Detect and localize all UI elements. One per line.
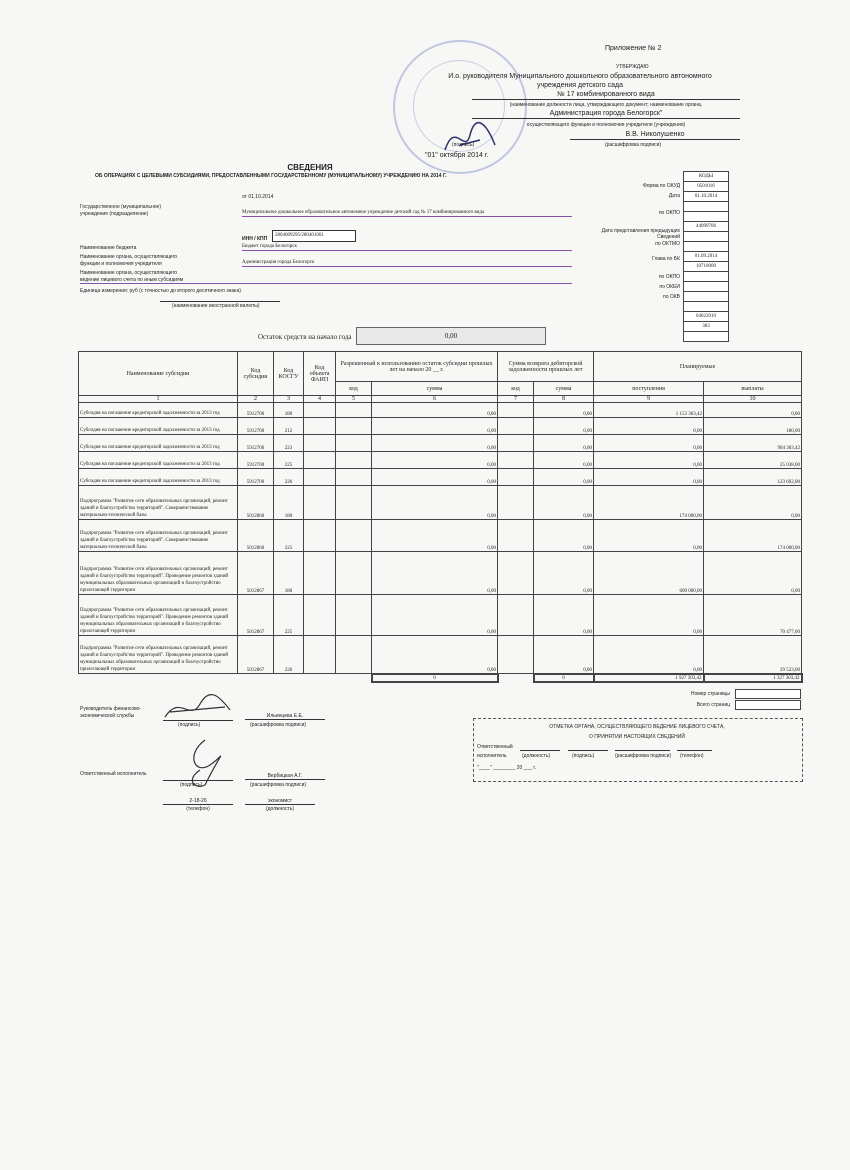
account-label-2: ведение лицевого счета по иным субсидиям bbox=[80, 277, 572, 284]
label-okei: по ОКЕИ bbox=[659, 284, 680, 290]
founder-label-2: функции и полномочия учредителя bbox=[80, 261, 162, 267]
col-number: 4 bbox=[304, 396, 336, 403]
institution-label-2: учреждение (подразделение) bbox=[80, 211, 149, 217]
col-number: 3 bbox=[274, 396, 304, 403]
row-sum2: 0,00 bbox=[534, 552, 594, 595]
row-kosgu: 225 bbox=[274, 452, 304, 469]
balance-value: 0,00 bbox=[356, 327, 546, 345]
row-income: 174 000,00 bbox=[594, 486, 704, 520]
code-blank bbox=[684, 292, 729, 302]
th-code: код bbox=[336, 382, 372, 396]
col-number: 8 bbox=[534, 396, 594, 403]
row-sum2: 0,00 bbox=[534, 595, 594, 636]
exec-sign-line bbox=[163, 780, 233, 781]
head-decode: (расшифровка подписи) bbox=[250, 722, 307, 728]
unit-label: Единица измерения: руб (с точностью до второго десятичного знака) bbox=[80, 288, 241, 294]
table-row bbox=[79, 469, 802, 486]
row-code: 5012867 bbox=[238, 595, 274, 636]
label-okv: по ОКВ bbox=[662, 294, 680, 300]
row-income: 0,00 bbox=[594, 595, 704, 636]
approve-label: УТВЕРЖДАЮ bbox=[616, 64, 649, 70]
row-sum: 0,00 bbox=[372, 403, 498, 418]
label-okpo: по ОКПО bbox=[658, 210, 680, 216]
row-income: 600 000,00 bbox=[594, 552, 704, 595]
head-sign-line bbox=[163, 720, 233, 721]
row-sum2: 0,00 bbox=[534, 469, 594, 486]
col-number: 1 bbox=[79, 396, 238, 403]
th-kosgu: Код КОСГУ bbox=[274, 352, 304, 396]
codes-table bbox=[683, 171, 729, 342]
row-code: 5912700 bbox=[238, 435, 274, 452]
row-object bbox=[304, 452, 336, 469]
row-income: 0,00 bbox=[594, 469, 704, 486]
page-number-label: Номер страницы bbox=[690, 691, 730, 697]
row-code7 bbox=[498, 403, 534, 418]
sign-caption: (подпись) bbox=[452, 142, 475, 148]
row-sum2: 0,00 bbox=[534, 403, 594, 418]
row-kosgu: 226 bbox=[274, 636, 304, 674]
row-payments: 180,00 bbox=[704, 418, 802, 435]
row-code: 5012860 bbox=[238, 486, 274, 520]
total-income: 1 927 303,42 bbox=[594, 674, 704, 682]
row-code: 5912700 bbox=[238, 403, 274, 418]
col-number: 6 bbox=[372, 396, 498, 403]
total-sum: 0 bbox=[372, 674, 498, 682]
exec-sign-caption: (подпись) bbox=[180, 782, 203, 788]
table-row bbox=[79, 552, 802, 595]
th-code2: код bbox=[498, 382, 534, 396]
code-okud: 0501016 bbox=[684, 182, 729, 192]
row-object bbox=[304, 520, 336, 552]
executor-name: Вербицкая А.Г. bbox=[245, 773, 325, 780]
col-number: 2 bbox=[238, 396, 274, 403]
row-kosgu: 225 bbox=[274, 520, 304, 552]
approver-position-1: И.о. руководителя Муниципального дошкольного образовательного автономного bbox=[448, 73, 712, 80]
row-object bbox=[304, 403, 336, 418]
row-kosgu: 226 bbox=[274, 469, 304, 486]
authority-phone: (телефон) bbox=[680, 753, 704, 759]
table-row bbox=[79, 520, 802, 552]
row-sum: 0,00 bbox=[372, 435, 498, 452]
row-code5 bbox=[336, 486, 372, 520]
row-object bbox=[304, 552, 336, 595]
row-name: Подпрограмма "Развитие сети образовательных организаций, ремонт зданий и благоустройство территорий". Проведение ремонтов зданий муниципальных образовательных организаций и благоустройство прилегающей территории bbox=[79, 636, 238, 674]
row-payments: 70 477,00 bbox=[704, 595, 802, 636]
doc-title: СВЕДЕНИЯ bbox=[287, 163, 333, 172]
totals-row bbox=[79, 674, 802, 682]
org-caption: осуществляющего функции и полномочия учредителя (учреждения) bbox=[526, 122, 686, 128]
row-code: 5012867 bbox=[238, 636, 274, 674]
row-kosgu: 180 bbox=[274, 403, 304, 418]
head-label-2: экономической службы bbox=[80, 713, 135, 719]
row-sum: 0,00 bbox=[372, 552, 498, 595]
row-code7 bbox=[498, 595, 534, 636]
row-sum2: 0,00 bbox=[534, 636, 594, 674]
authority-title: ОТМЕТКА ОРГАНА, ОСУЩЕСТВЛЯЮЩЕГО ВЕДЕНИЕ ЛИЦЕВОГО СЧЕТА, bbox=[549, 724, 725, 730]
code-oktmo: 10710000 bbox=[684, 262, 729, 272]
exec-decode: (расшифровка подписи) bbox=[250, 782, 307, 788]
label-prev-date-2: Сведений bbox=[657, 234, 680, 240]
label-bk: Глава по БК bbox=[652, 256, 680, 262]
code-blank bbox=[684, 272, 729, 282]
th-sum2: сумма bbox=[534, 382, 594, 396]
row-sum2: 0,00 bbox=[534, 418, 594, 435]
code-okv bbox=[684, 332, 729, 342]
label-oktmo: по ОКТМО bbox=[655, 241, 680, 247]
row-sum: 0,00 bbox=[372, 452, 498, 469]
row-kosgu: 180 bbox=[274, 486, 304, 520]
code-blank bbox=[684, 242, 729, 252]
budget-value: Бюджет города Белогорск bbox=[242, 244, 572, 251]
label-okpo2: по ОКПО bbox=[658, 274, 680, 280]
code-okei: 383 bbox=[684, 322, 729, 332]
row-sum: 0,00 bbox=[372, 595, 498, 636]
authority-exec: исполнитель bbox=[477, 753, 507, 759]
row-sum: 0,00 bbox=[372, 520, 498, 552]
th-payments: выплаты bbox=[704, 382, 802, 396]
row-sum: 0,00 bbox=[372, 486, 498, 520]
row-code5 bbox=[336, 435, 372, 452]
code-prev-date: 01.09.2014 bbox=[684, 252, 729, 262]
authority-sign-line bbox=[568, 750, 608, 751]
row-code: 5012867 bbox=[238, 552, 274, 595]
budget-label: Наименование бюджета bbox=[80, 245, 137, 251]
codes-header: КОДЫ bbox=[684, 172, 729, 182]
row-income: 0,00 bbox=[594, 435, 704, 452]
table-row bbox=[79, 636, 802, 674]
row-code5 bbox=[336, 636, 372, 674]
row-object bbox=[304, 595, 336, 636]
row-code7 bbox=[498, 486, 534, 520]
label-date: Дата bbox=[668, 193, 680, 199]
row-name: Подпрограмма "Развитие сети образовательных организаций, ремонт зданий и благоустройство территорий". Проведение ремонтов зданий муниципальных образовательных организаций и благоустройство прилегающей территории bbox=[79, 595, 238, 636]
th-debt: Сумма возврата дебиторской задолженности прошлых лет bbox=[498, 352, 594, 382]
decode-caption: (расшифровка подписи) bbox=[605, 142, 662, 148]
row-kosgu: 225 bbox=[274, 595, 304, 636]
th-name: Наименование субсидии bbox=[79, 352, 238, 396]
row-code7 bbox=[498, 469, 534, 486]
row-income: 0,00 bbox=[594, 418, 704, 435]
position-caption: (наименование должности лица, утверждающего документ; наименование органа, bbox=[509, 102, 703, 108]
label-prev-date-1: Дата представления предыдущих bbox=[601, 228, 680, 234]
row-code5 bbox=[336, 403, 372, 418]
row-sum2: 0,00 bbox=[534, 452, 594, 469]
total-pages-box bbox=[735, 700, 801, 710]
row-code: 5012860 bbox=[238, 520, 274, 552]
row-payments: 25 038,00 bbox=[704, 452, 802, 469]
row-code5 bbox=[336, 469, 372, 486]
head-label-1: Руководитель финансово- bbox=[80, 706, 142, 712]
row-sum: 0,00 bbox=[372, 418, 498, 435]
row-sum: 0,00 bbox=[372, 636, 498, 674]
phone-caption: (телефон) bbox=[186, 806, 210, 812]
executor-label: Ответственный исполнитель bbox=[80, 771, 147, 777]
balance-label: Остаток средств на начало года bbox=[258, 333, 352, 341]
report-date: от 01.10.2014 bbox=[242, 194, 274, 200]
row-code5 bbox=[336, 452, 372, 469]
row-code: 5912700 bbox=[238, 469, 274, 486]
row-code7 bbox=[498, 452, 534, 469]
authority-date: "____" ________ 20 ___ г. bbox=[477, 765, 536, 771]
code-blank bbox=[684, 202, 729, 212]
authority-position-line bbox=[520, 750, 560, 751]
approval-date: "01" октября 2014 г. bbox=[425, 152, 489, 159]
row-object bbox=[304, 486, 336, 520]
row-name: Подпрограмма "Развитие сети образовательных организаций, ремонт зданий и благоустройство территорий". Проведение ремонтов зданий муниципальных образовательных организаций и благоустройство прилегающей территории bbox=[79, 552, 238, 595]
row-kosgu: 180 bbox=[274, 552, 304, 595]
authority-sign: (подпись) bbox=[572, 753, 595, 759]
row-code: 5912700 bbox=[238, 418, 274, 435]
authority-resp: Ответственный bbox=[477, 744, 513, 750]
row-payments: 0,00 bbox=[704, 486, 802, 520]
row-payments: 29 523,00 bbox=[704, 636, 802, 674]
authority-phone-line bbox=[677, 750, 712, 751]
th-income: поступления bbox=[594, 382, 704, 396]
executor-position: экономист bbox=[245, 798, 315, 805]
row-kosgu: 223 bbox=[274, 435, 304, 452]
code-okpo: 44099706 bbox=[684, 222, 729, 232]
row-code5 bbox=[336, 595, 372, 636]
th-allowed: Разрешенный к использованию остаток субсидии прошлых лет на начало 20 __ г. bbox=[336, 352, 498, 382]
approver-position-2: учреждения детского сада bbox=[536, 82, 624, 89]
row-object bbox=[304, 435, 336, 452]
col-number: 5 bbox=[336, 396, 372, 403]
position-caption-exec: (должность) bbox=[265, 806, 295, 812]
row-income: 0,00 bbox=[594, 636, 704, 674]
row-object bbox=[304, 636, 336, 674]
page-number-box bbox=[735, 689, 801, 699]
doc-subtitle: ОБ ОПЕРАЦИЯХ С ЦЕЛЕВЫМИ СУБСИДИЯМИ, ПРЕДОСТАВЛЕННЫМИ ГОСУДАРСТВЕННОМУ (МУНИЦИПАЛЬНОМУ) УЧРЕЖДЕНИЮ НА 2014 Г. bbox=[95, 173, 447, 179]
founder-label-1: Наименование органа, осуществляющего bbox=[80, 254, 178, 260]
currency-caption: (наименование иностранной валюты) bbox=[172, 303, 260, 309]
currency-line bbox=[160, 300, 280, 302]
th-object: Код объекта ФАИП bbox=[304, 352, 336, 396]
table-row bbox=[79, 403, 802, 418]
authority-decode: (расшифровка подписи) bbox=[615, 753, 672, 759]
table-row bbox=[79, 486, 802, 520]
authority-subtitle: О ПРИНЯТИИ НАСТОЯЩИХ СВЕДЕНИЙ bbox=[589, 734, 685, 740]
account-label-1: Наименование органа, осуществляющего bbox=[80, 270, 178, 276]
authority-position: (должность) bbox=[522, 753, 551, 759]
th-code-subsidy: Код субсидии bbox=[238, 352, 274, 396]
executor-phone: 2-18-26 bbox=[163, 798, 233, 805]
row-code7 bbox=[498, 552, 534, 595]
col-number: 7 bbox=[498, 396, 534, 403]
row-object bbox=[304, 418, 336, 435]
row-payments: 904 303,42 bbox=[704, 435, 802, 452]
code-okpo2: 04022010 bbox=[684, 312, 729, 322]
row-name: Субсидия на погашение кредиторской задолженности за 2013 год bbox=[79, 403, 238, 418]
label-okud: Форма по ОКУД bbox=[642, 183, 680, 189]
row-code7 bbox=[498, 636, 534, 674]
total-payments: 1 327 303,42 bbox=[704, 674, 802, 682]
row-name: Подпрограмма "Развитие сети образовательных организаций, ремонт зданий и благоустройство территорий". Совершенствование материально-технической базы bbox=[79, 486, 238, 520]
row-sum2: 0,00 bbox=[534, 486, 594, 520]
table-row bbox=[79, 452, 802, 469]
code-bk bbox=[684, 282, 729, 292]
inn-value: 2804009295/280401001 bbox=[272, 230, 356, 242]
row-object bbox=[304, 469, 336, 486]
authority-decode-line bbox=[615, 750, 670, 751]
appendix-label: Приложение № 2 bbox=[605, 45, 662, 52]
table-row bbox=[79, 418, 802, 435]
row-payments: 174 000,00 bbox=[704, 520, 802, 552]
row-income: 1 153 303,42 bbox=[594, 403, 704, 418]
total-pages-label: Всего страниц bbox=[696, 702, 730, 708]
inn-label: ИНН / КПП bbox=[242, 236, 268, 242]
row-kosgu: 212 bbox=[274, 418, 304, 435]
row-payments: 0,00 bbox=[704, 552, 802, 595]
row-code5 bbox=[336, 520, 372, 552]
row-code5 bbox=[336, 552, 372, 595]
row-code7 bbox=[498, 520, 534, 552]
col-number: 10 bbox=[704, 396, 802, 403]
row-income: 0,00 bbox=[594, 520, 704, 552]
col-number: 9 bbox=[594, 396, 704, 403]
row-name: Субсидия на погашение кредиторской задолженности за 2013 год bbox=[79, 452, 238, 469]
th-planned: Планируемые bbox=[594, 352, 802, 382]
row-name: Субсидия на погашение кредиторской задолженности за 2013 год bbox=[79, 469, 238, 486]
row-payments: 123 692,00 bbox=[704, 469, 802, 486]
institution-label-1: Государственное (муниципальное) bbox=[80, 204, 161, 210]
table-row bbox=[79, 595, 802, 636]
head-sign-caption: (подпись) bbox=[178, 722, 201, 728]
approver-org: Администрация города Белогорск" bbox=[472, 110, 740, 119]
total-sum2: 0 bbox=[534, 674, 594, 682]
row-income: 0,00 bbox=[594, 452, 704, 469]
th-sum: сумма bbox=[372, 382, 498, 396]
row-payments: 0,00 bbox=[704, 403, 802, 418]
row-code7 bbox=[498, 418, 534, 435]
row-name: Субсидия на погашение кредиторской задолженности за 2013 год bbox=[79, 435, 238, 452]
row-sum: 0,00 bbox=[372, 469, 498, 486]
code-blank bbox=[684, 302, 729, 312]
row-sum2: 0,00 bbox=[534, 520, 594, 552]
row-code5 bbox=[336, 418, 372, 435]
code-date: 01.10.2014 bbox=[684, 192, 729, 202]
approver-name: В.В. Николушенко bbox=[570, 131, 740, 140]
code-blank bbox=[684, 212, 729, 222]
table-row bbox=[79, 435, 802, 452]
subsidy-table bbox=[78, 351, 803, 683]
code-blank bbox=[684, 232, 729, 242]
founder-value: Администрация города Белогорск bbox=[242, 260, 572, 267]
row-sum2: 0,00 bbox=[534, 435, 594, 452]
approver-position-3: № 17 комбинированного вида bbox=[472, 91, 740, 100]
head-name: Ильинцева Е.Е. bbox=[245, 713, 325, 720]
row-code7 bbox=[498, 435, 534, 452]
institution-value: Муниципальное дошкольное образовательное автономное учреждение детский сад № 17 комбинированного вида bbox=[242, 210, 572, 217]
row-code: 5912700 bbox=[238, 452, 274, 469]
row-name: Подпрограмма "Развитие сети образовательных организаций, ремонт зданий и благоустройство территорий". Совершенствование материально-технической базы bbox=[79, 520, 238, 552]
row-name: Субсидия на погашение кредиторской задолженности за 2013 год bbox=[79, 418, 238, 435]
